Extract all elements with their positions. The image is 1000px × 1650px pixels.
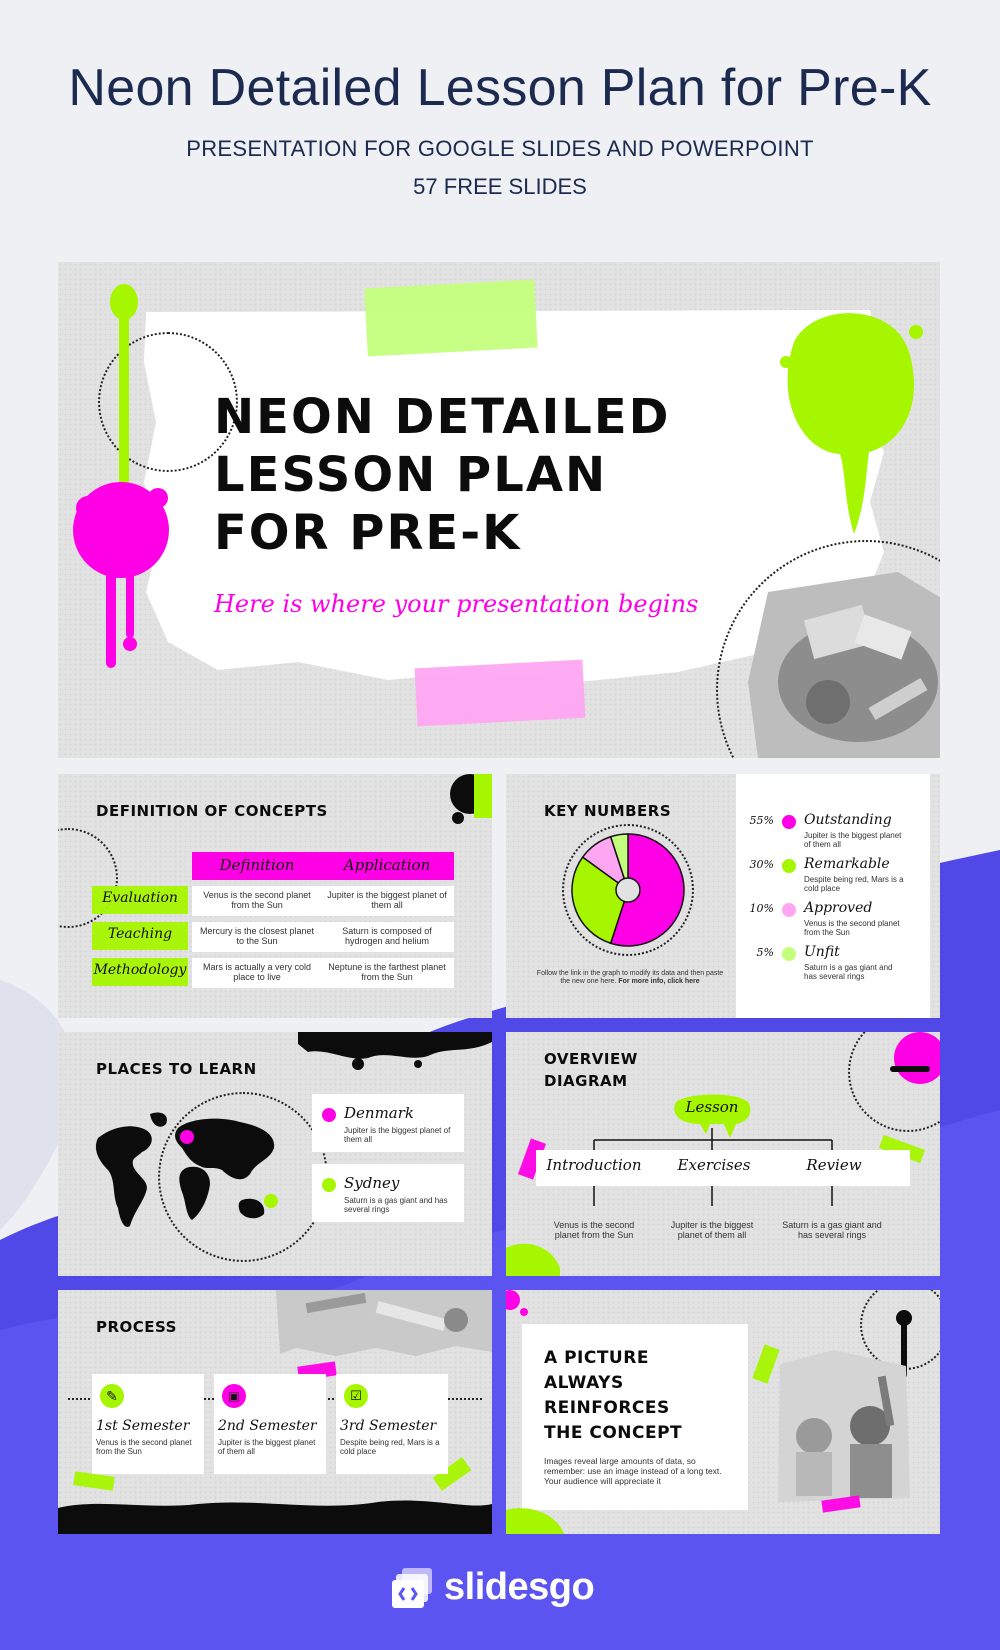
row-label-evaluation: Evaluation <box>102 890 178 906</box>
place-name-denmark: Denmark <box>344 1104 414 1122</box>
slidesgo-logo-icon <box>392 1568 436 1608</box>
legend-percent: 5% <box>756 946 774 959</box>
step-desc-2: Jupiter is the biggest planet of them all <box>218 1438 316 1456</box>
black-ink-border <box>298 1032 492 1072</box>
picture-title-line-1: A PICTURE <box>544 1348 649 1368</box>
branch-desc-exercises: Jupiter is the biggest planet of them all <box>670 1220 754 1240</box>
green-tape-left <box>73 1471 115 1490</box>
row1-application: Jupiter is the biggest planet of them all <box>327 890 447 910</box>
legend-dot <box>782 815 796 829</box>
slide-places-to-learn[interactable] <box>58 1032 492 1276</box>
bus-icon: ▣ <box>222 1384 246 1408</box>
slide-key-numbers[interactable] <box>506 774 940 1018</box>
place-desc-denmark: Jupiter is the biggest planet of them all <box>344 1126 451 1144</box>
step-label-1: 1st Semester <box>96 1418 190 1434</box>
legend-percent: 10% <box>749 902 774 915</box>
slide1-tagline: Here is where your presentation begins <box>214 590 699 618</box>
row2-application: Saturn is composed of hydrogen and helium <box>342 926 432 946</box>
slide-title[interactable] <box>58 262 940 758</box>
slide7-body: Images reveal large amounts of data, so remember: use an image instead of a long text. Your audience will appreciate it <box>544 1456 722 1486</box>
legend-percent: 55% <box>749 814 774 827</box>
col-header-definition: Definition <box>219 856 295 874</box>
denmark-dot <box>322 1108 336 1122</box>
row3-definition: Mars is actually a very cold place to live <box>202 962 312 982</box>
pie-note <box>536 970 724 986</box>
row2-definition: Mercury is the closest planet to the Sun <box>199 926 315 946</box>
legend-label: Remarkable <box>804 856 890 872</box>
title-line-3: FOR PRE-K <box>214 505 522 561</box>
legend-item <box>742 812 932 856</box>
legend-dot <box>782 947 796 961</box>
slide-process[interactable] <box>58 1290 492 1534</box>
row3-application: Neptune is the farthest planet from the Sun <box>328 962 446 982</box>
diagram-root-lesson: Lesson <box>685 1098 739 1116</box>
slide6-title: PROCESS <box>96 1318 177 1336</box>
pink-splat <box>66 468 176 678</box>
title-line-2: LESSON PLAN <box>214 447 608 503</box>
legend-percent: 30% <box>749 858 774 871</box>
pencil-icon: ✎ <box>100 1384 124 1408</box>
green-splat <box>774 302 924 552</box>
page-subtitle: PRESENTATION FOR GOOGLE SLIDES AND POWERPOINT <box>186 136 814 161</box>
slide-picture-concept[interactable] <box>506 1290 940 1534</box>
green-corner-splat <box>506 1504 566 1534</box>
pink-tape <box>415 660 586 727</box>
black-ink-bottom <box>58 1496 492 1534</box>
branch-desc-introduction: Venus is the second planet from the Sun <box>553 1220 635 1240</box>
pie-note-link[interactable]: For more info, click here <box>618 978 700 985</box>
col-header-application: Application <box>343 856 431 874</box>
legend-item <box>742 856 932 900</box>
world-map <box>90 1108 280 1238</box>
overview-title-line-1: OVERVIEW <box>544 1050 638 1068</box>
legend-dot <box>782 859 796 873</box>
black-ink-splat <box>436 774 492 830</box>
row1-definition: Venus is the second planet from the Sun <box>203 890 311 910</box>
legend-desc: Saturn is a gas giant and has several rings <box>804 963 893 981</box>
slide3-title: KEY NUMBERS <box>544 802 672 820</box>
slide2-title: DEFINITION OF CONCEPTS <box>96 802 328 820</box>
place-name-sydney: Sydney <box>344 1174 400 1192</box>
pink-dot-splat <box>506 1290 536 1320</box>
legend-label: Approved <box>804 900 873 916</box>
grayscale-supplies-photo <box>276 1290 492 1360</box>
overview-title-line-2: DIAGRAM <box>544 1072 628 1090</box>
slide1-title <box>214 388 671 562</box>
step-desc-3: Despite being red, Mars is a cold place <box>340 1438 440 1456</box>
slide4-title: PLACES TO LEARN <box>96 1060 257 1078</box>
step-label-3: 3rd Semester <box>340 1418 437 1434</box>
branch-exercises: Exercises <box>677 1156 751 1174</box>
slidesgo-logo[interactable] <box>392 1566 594 1609</box>
sydney-dot <box>322 1178 336 1192</box>
branch-desc-review: Saturn is a gas giant and has several rings <box>782 1220 882 1240</box>
slide-overview-diagram[interactable] <box>506 1032 940 1276</box>
slidesgo-brand-text: slidesgo <box>444 1566 595 1608</box>
sydney-marker[interactable] <box>264 1194 278 1208</box>
place-desc-sydney: Saturn is a gas giant and has several rings <box>344 1196 448 1214</box>
row-label-teaching: Teaching <box>107 926 173 942</box>
branch-review: Review <box>806 1156 862 1174</box>
pie-note-text: Follow the link in the graph to modify its data and then paste the new one here. <box>536 970 724 985</box>
kids-classroom-photo <box>774 1346 914 1506</box>
step-desc-1: Venus is the second planet from the Sun <box>96 1438 192 1456</box>
picture-title-line-3: REINFORCES <box>544 1398 670 1418</box>
title-line-1: NEON DETAILED <box>214 389 671 445</box>
legend-desc: Jupiter is the biggest planet of them all <box>804 831 902 849</box>
green-tape <box>364 280 537 357</box>
legend-dot <box>782 903 796 917</box>
school-supplies-photo <box>748 562 940 758</box>
picture-title-line-4: THE CONCEPT <box>544 1423 683 1443</box>
legend-item <box>742 900 932 944</box>
denmark-marker[interactable] <box>180 1130 194 1144</box>
slide-definition-of-concepts[interactable] <box>58 774 492 1018</box>
legend-desc: Venus is the second planet from the Sun <box>804 919 900 937</box>
picture-title-line-2: ALWAYS <box>544 1373 624 1393</box>
legend-desc: Despite being red, Mars is a cold place <box>804 875 904 893</box>
legend-item <box>742 944 932 988</box>
page-header <box>0 0 1000 200</box>
legend-label: Outstanding <box>804 812 892 828</box>
slides-count: 57 FREE SLIDES <box>413 174 587 199</box>
legend-list <box>742 812 932 988</box>
slide7-title <box>544 1346 682 1446</box>
legend-label: Unfit <box>804 944 840 960</box>
pie-center-hole <box>616 878 640 902</box>
page-title: Neon Detailed Lesson Plan for Pre-K <box>68 59 932 117</box>
step-label-2: 2nd Semester <box>218 1418 317 1434</box>
branch-introduction: Introduction <box>546 1156 642 1174</box>
clipboard-check-icon: ☑ <box>344 1384 368 1408</box>
pie-chart <box>570 832 686 948</box>
row-label-methodology: Methodology <box>93 962 187 978</box>
